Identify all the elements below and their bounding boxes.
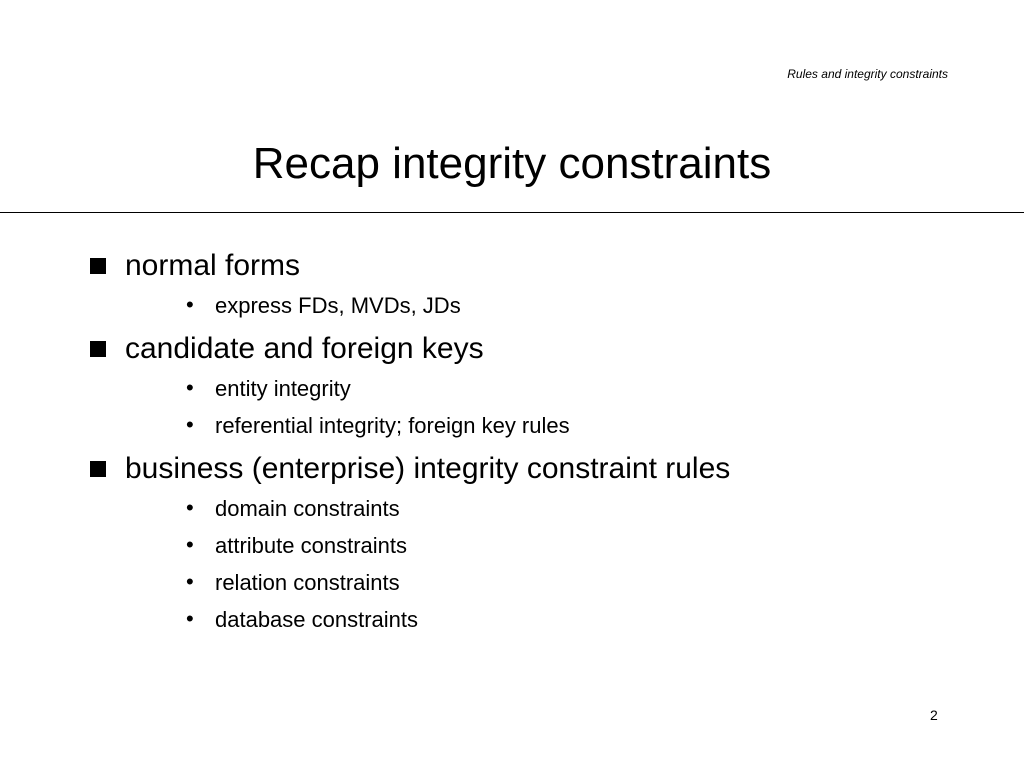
dot-bullet-icon: • [186,569,194,594]
bullet-text: business (enterprise) integrity constraint rules [125,452,731,485]
title-divider [0,212,1024,213]
slide-title: Recap integrity constraints [252,139,772,188]
square-bullet-icon [90,341,106,357]
dot-bullet-icon: • [186,532,194,557]
sub-bullet-text: attribute constraints [215,533,407,558]
sub-bullet-item [0,372,1024,409]
sub-bullet-text: express FDs, MVDs, JDs [215,293,461,318]
bullet-item [0,446,1024,492]
sub-bullet-item [0,492,1024,529]
sub-bullet-item [0,566,1024,603]
dot-bullet-icon: • [186,292,194,317]
sub-bullet-text: domain constraints [215,496,400,521]
sub-bullet-text: relation constraints [215,570,400,595]
square-bullet-icon [90,258,106,274]
dot-bullet-icon: • [186,606,194,631]
sub-bullet-text: database constraints [215,607,419,632]
running-header: Rules and integrity constraints [787,67,948,81]
bullet-item [0,243,1024,289]
page-number: 2 [930,707,938,723]
bullet-list [0,243,1024,640]
sub-bullet-item [0,603,1024,640]
bullet-text: candidate and foreign keys [125,332,484,365]
dot-bullet-icon: • [186,375,194,400]
square-bullet-icon [90,461,106,477]
sub-bullet-text: entity integrity [215,376,351,401]
dot-bullet-icon: • [186,495,194,520]
bullet-item [0,326,1024,372]
sub-bullet-text: referential integrity; foreign key rules [215,413,570,438]
bullet-text: normal forms [125,249,301,282]
sub-bullet-item [0,409,1024,446]
sub-bullet-item [0,289,1024,326]
dot-bullet-icon: • [186,412,194,437]
sub-bullet-item [0,529,1024,566]
